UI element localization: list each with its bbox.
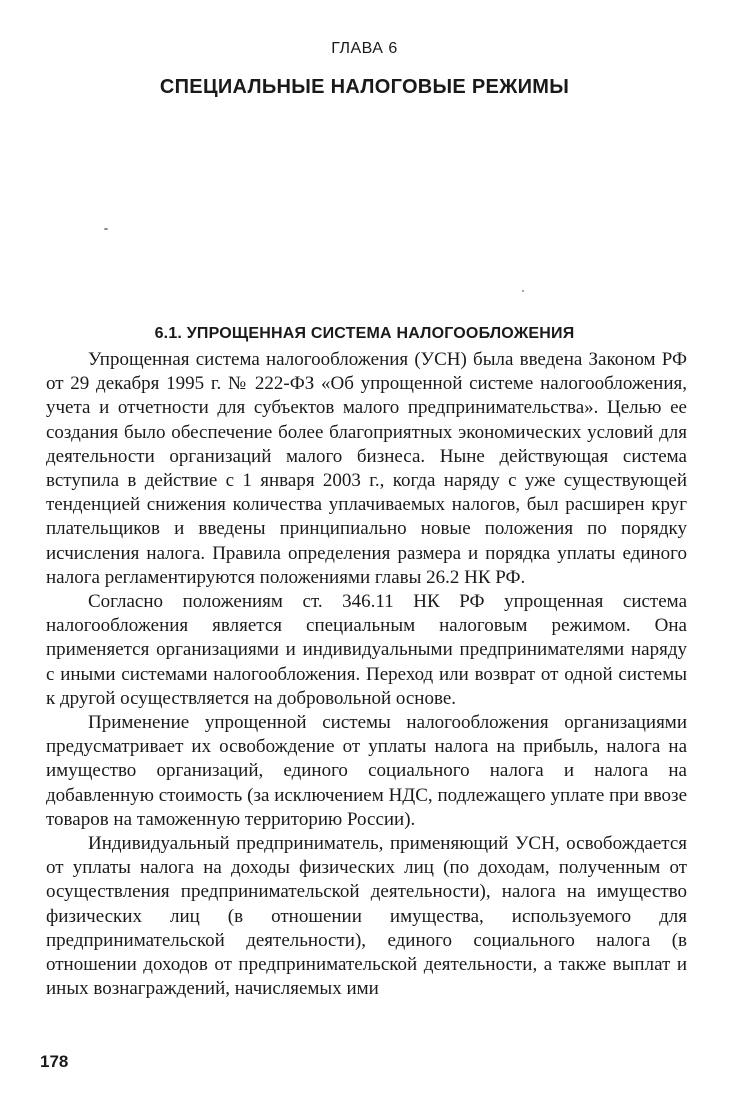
chapter-title: СПЕЦИАЛЬНЫЕ НАЛОГОВЫЕ РЕЖИМЫ bbox=[159, 76, 570, 98]
section-title: 6.1. УПРОЩЕННАЯ СИСТЕМА НАЛОГООБЛОЖЕНИЯ bbox=[154, 325, 575, 342]
paragraph: Индивидуальный предприниматель, применяющий УСН, освобождается от уплаты налога на доходы физических лиц (по доходам, полученным от осуществления предпринимательской деятельности), налога на имущество физических лиц (в отношении имущества, используемого для предпринимательской деятельности), единого социального налога (в отношении доходов от предпринимательской деятельности, а также выплат и иных вознаграждений, начисляемых ими bbox=[46, 833, 687, 1000]
scan-speck bbox=[522, 290, 524, 292]
paragraph: Согласно положениям ст. 346.11 НК РФ упрощенная система налогообложения является специальным налоговым режимом. Она применяется организациями и индивидуальными предпринимателями наряду с иными системами налогообложения. Переход или возврат от одной системы к другой осуществляется на добровольной основе. bbox=[46, 591, 687, 709]
page-number: 178 bbox=[40, 1052, 69, 1071]
paragraph: Применение упрощенной системы налогообложения организациями предусматривает их освобождение от уплаты налога на прибыль, налога на имущество организаций, единого социального налога и налога на добавленную стоимость (за исключением НДС, подлежащего уплате при ввозе товаров на таможенную территорию России). bbox=[46, 712, 687, 830]
body-text bbox=[46, 348, 687, 1001]
scan-speck bbox=[104, 228, 108, 230]
paragraph: Упрощенная система налогообложения (УСН) была введена Законом РФ от 29 декабря 1995 г. № 222-ФЗ «Об упрощенной системе налогообложения, учета и отчетности для субъектов малого предпринимательства». Целью ее создания было обеспечение более благоприятных экономических условий для деятельности организаций малого бизнеса. Ныне действующая система вступила в действие с 1 января 2003 г., когда наряду с уже существующей тенденцией снижения количества уплачиваемых налогов, был расширен круг плательщиков и введены принципиально новые положения по порядку исчисления налога. Правила определения размера и порядка уплаты единого налога регламентируются положениями главы 26.2 НК РФ. bbox=[46, 349, 687, 588]
chapter-label: ГЛАВА 6 bbox=[331, 40, 398, 57]
